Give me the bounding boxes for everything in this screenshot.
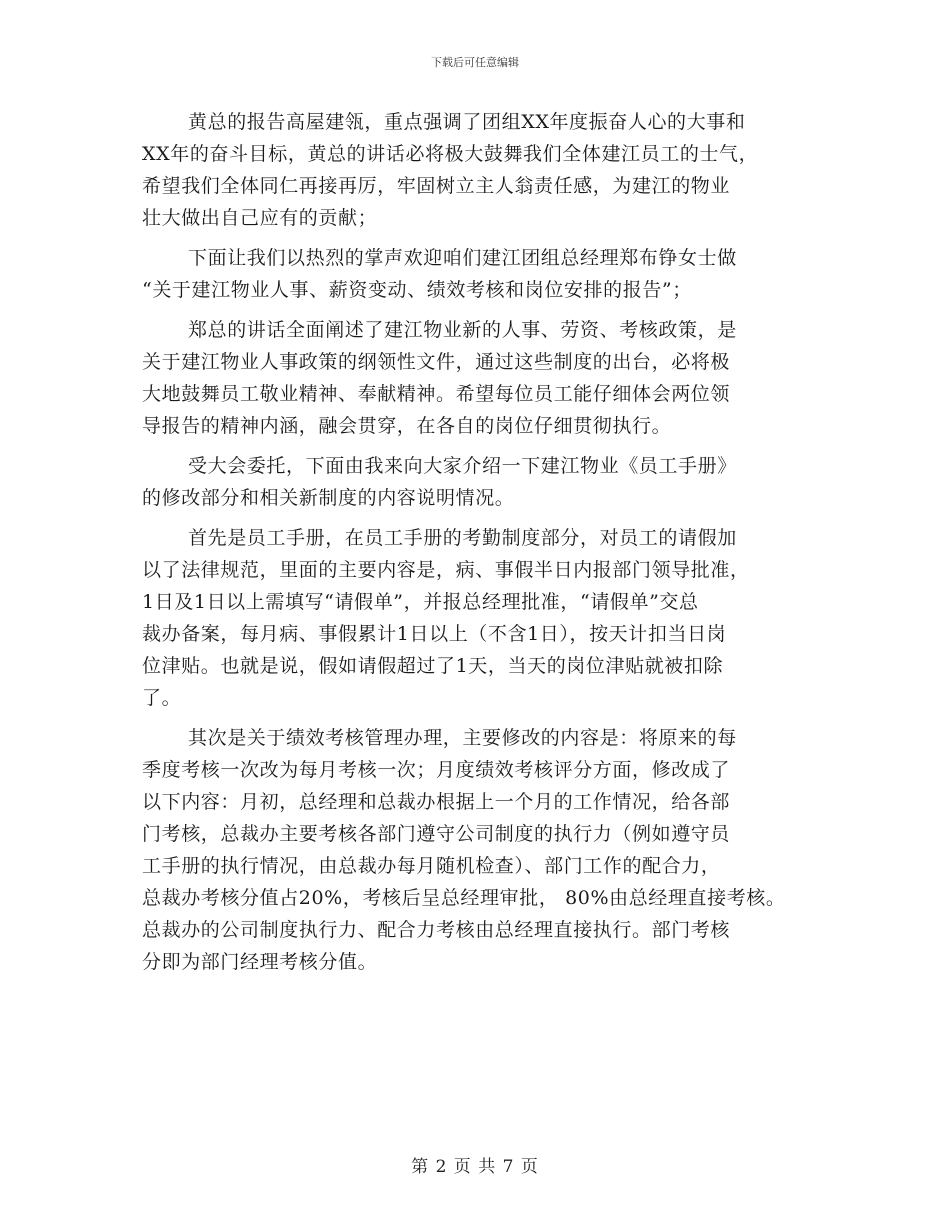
- paragraph-line: “关于建江物业人事、薪资变动、绩效考核和岗位安排的报告”；: [142, 279, 692, 301]
- paragraph-line: 大地鼓舞员工敬业精神、奉献精神。希望每位员工能仔细体会两位领: [142, 383, 731, 405]
- paragraph-line: 了。: [142, 687, 182, 709]
- document-body: [142, 106, 842, 978]
- paragraph-line: 导报告的精神内涵，融会贯穿，在各自的岗位仔细贯彻执行。: [142, 415, 672, 437]
- page-footer: 第 2 页 共 7 页: [411, 1157, 539, 1177]
- paragraph-line: 工手册的执行情况，由总裁办每月随机检查）、部门工作的配合力，: [142, 855, 721, 877]
- page-header: 下载后可任意编辑: [431, 56, 519, 69]
- paragraph: [142, 242, 842, 306]
- paragraph: [142, 722, 842, 978]
- paragraph-line: 1日及1日以上需填写“请假单”，并报总经理批准，“请假单”交总: [142, 591, 699, 613]
- paragraph: [142, 314, 842, 442]
- paragraph-line: 希望我们全体同仁再接再厉，牢固树立主人翁责任感，为建江的物业: [142, 175, 731, 197]
- paragraph-line: 季度考核一次改为每月考核一次；月度绩效考核评分方面，修改成了: [142, 759, 731, 781]
- paragraph-line: 关于建江物业人事政策的纲领性文件，通过这些制度的出台，必将极: [142, 351, 731, 373]
- paragraph-line: 裁办备案，每月病、事假累计1日以上（不含1日），按天计扣当日岗: [142, 623, 727, 645]
- paragraph-line: 其次是关于绩效考核管理办理，主要修改的内容是：将原来的每: [188, 727, 737, 749]
- paragraph-line: 黄总的报告高屋建瓴，重点强调了团组XX年度振奋人心的大事和: [188, 111, 746, 133]
- paragraph-line: 受大会委托，下面由我来向大家介绍一下建江物业《员工手册》: [188, 455, 737, 477]
- paragraph: [142, 106, 842, 234]
- paragraph-line: 的修改部分和相关新制度的内容说明情况。: [142, 487, 515, 509]
- paragraph-line: 以下内容：月初，总经理和总裁办根据上一个月的工作情况，给各部: [142, 791, 731, 813]
- paragraph-line: 位津贴。也就是说，假如请假超过了1天，当天的岗位津贴就被扣除: [142, 655, 724, 677]
- paragraph-line: XX年的奋斗目标，黄总的讲话必将极大鼓舞我们全体建江员工的士气，: [142, 143, 759, 165]
- paragraph-line: 壮大做出自己应有的贡献；: [142, 207, 378, 229]
- paragraph: [142, 450, 842, 514]
- paragraph: [142, 522, 842, 714]
- paragraph-line: 总裁办考核分值占20%，考核后呈总经理审批， 80%由总经理直接考核。: [142, 887, 786, 909]
- paragraph-line: 门考核，总裁办主要考核各部门遵守公司制度的执行力（例如遵守员: [142, 823, 731, 845]
- paragraph-line: 总裁办的公司制度执行力、配合力考核由总经理直接执行。部门考核: [142, 919, 731, 941]
- paragraph-line: 分即为部门经理考核分值。: [142, 951, 378, 973]
- paragraph-line: 下面让我们以热烈的掌声欢迎咱们建江团组总经理郑布铮女士做: [188, 247, 737, 269]
- paragraph-line: 以了法律规范，里面的主要内容是，病、事假半日内报部门领导批准，: [142, 559, 750, 581]
- paragraph-line: 首先是员工手册，在员工手册的考勤制度部分，对员工的请假加: [188, 527, 737, 549]
- paragraph-line: 郑总的讲话全面阐述了建江物业新的人事、劳资、考核政策，是: [188, 319, 737, 341]
